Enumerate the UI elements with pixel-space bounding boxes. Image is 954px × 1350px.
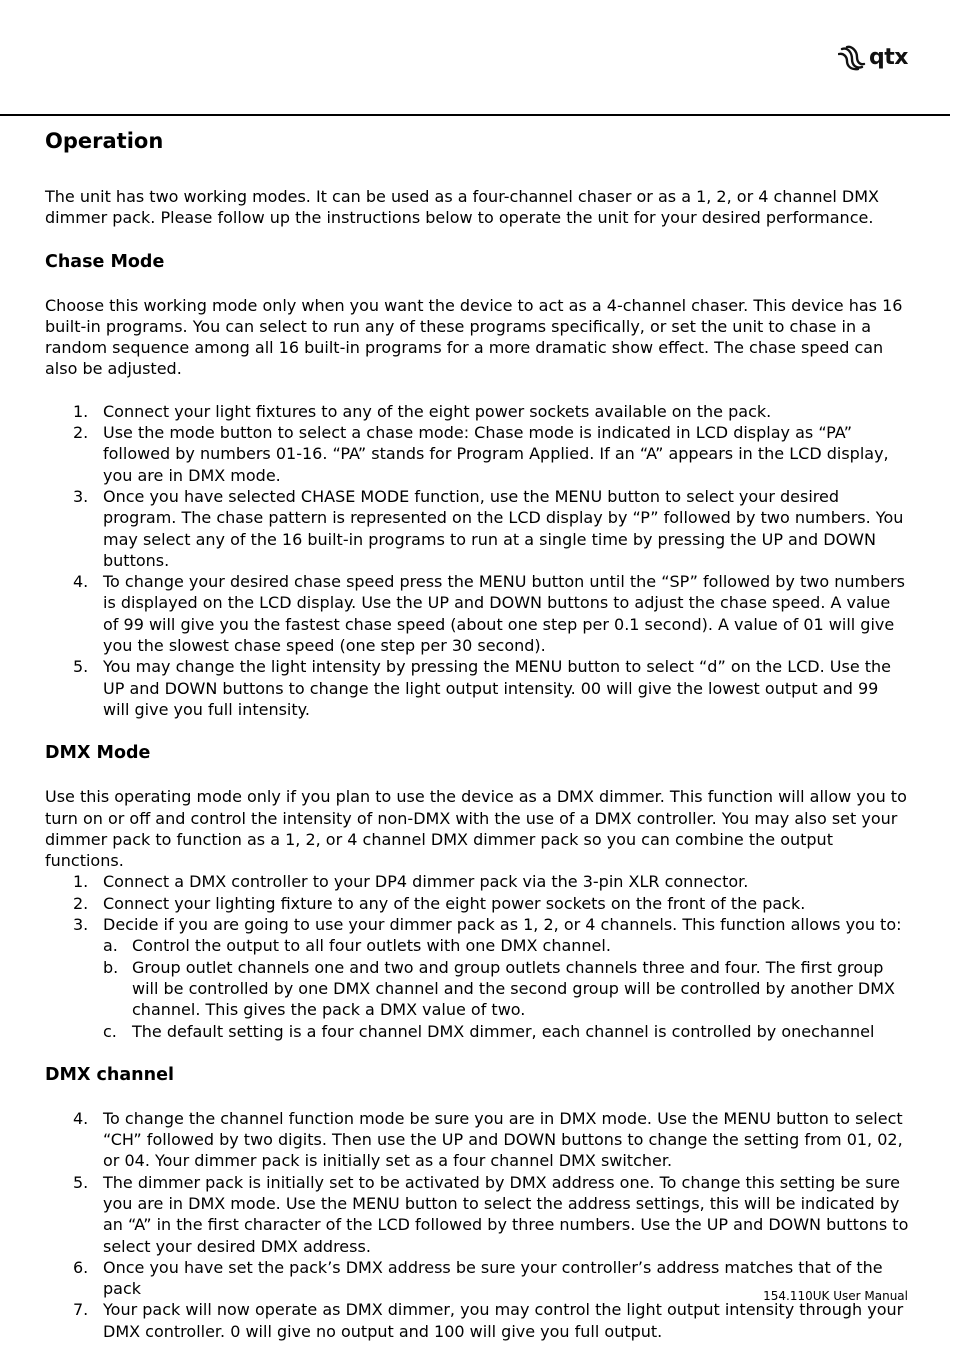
list-item [45, 1299, 909, 1342]
list-text: To change the channel function mode be sure you are in DMX mode. Use the MENU button to select “CH” followed by two digits. Then use the UP and DOWN buttons to change the setting from 01, 02, or 04. Your dimmer pack is initially set as a four channel DMX switcher. [103, 1108, 903, 1171]
sub-list-letter: c. [103, 1021, 117, 1041]
list-text: You may change the light intensity by pressing the MENU button to select “d” on the LCD. Use the UP and DOWN buttons to change the light output intensity. 00 will give the lowest output and 99 will give you full intensity. [103, 657, 892, 719]
dmx-channel-heading: DMX channel [45, 1064, 174, 1085]
list-number: 6. [73, 1257, 89, 1277]
sub-list-letter: b. [103, 957, 119, 977]
sub-list-text: Group outlet channels one and two and group outlets channels three and four. The first group will be controlled by one DMX channel and the second group will be controlled by another DMX channel. This gives the pack a DMX value of two. [132, 957, 895, 1020]
list-text: Connect your light fixtures to any of the eight power sockets available on the pack. [103, 401, 772, 421]
logo-text: qtx [869, 45, 908, 70]
list-number: 4. [73, 572, 89, 592]
list-text: Connect a DMX controller to your DP4 dimmer pack via the 3-pin XLR connector. [103, 872, 749, 892]
list-item [45, 871, 909, 892]
page-content [45, 126, 909, 1342]
operation-heading: Operation [45, 129, 164, 153]
sub-list-item [103, 935, 909, 956]
list-text: Your pack will now operate as DMX dimmer, you may control the light output intensity through your DMX controller. 0 will give no output and 100 will give you full output. [103, 1300, 904, 1341]
list-text: Once you have set the pack’s DMX address be sure your controller’s address matches that of the pack [103, 1257, 883, 1299]
list-item [45, 914, 909, 935]
list-number: 1. [73, 872, 89, 892]
list-number: 2. [73, 893, 89, 913]
list-item [45, 401, 909, 422]
dmx-mode-heading: DMX Mode [45, 743, 151, 764]
chase-mode-intro: Choose this working mode only when you want the device to act as a 4-channel chaser. This device has 16 built-in programs. You can select to run any of these programs specifically, or set the unit to chase in a random sequence among all 16 built-in programs for a more dramatic show effect. The chase speed can also be adjusted. [45, 295, 903, 379]
sub-list-text: Control the output to all four outlets with one DMX channel. [132, 936, 611, 956]
list-number: 4. [73, 1108, 89, 1128]
list-number: 5. [73, 1172, 89, 1192]
list-item [45, 571, 909, 656]
dmx-channel-steps [45, 1108, 909, 1342]
list-item [45, 422, 909, 486]
list-item [45, 893, 909, 914]
list-number: 2. [73, 423, 89, 443]
list-number: 3. [73, 486, 89, 506]
dmx-mode-sub-steps [45, 935, 909, 1041]
operation-intro: The unit has two working modes. It can be used as a four-channel chaser or as a 1, 2, or 4 channel DMX dimmer pack. Please follow up the instructions below to operate the unit for your desired performance. [45, 187, 879, 228]
chase-mode-steps [45, 401, 909, 720]
sub-list-item [103, 957, 909, 1021]
sub-list-item [103, 1021, 909, 1042]
sub-list-text: The default setting is a four channel DMX dimmer, each channel is controlled by onechannel [132, 1021, 875, 1041]
list-item [45, 1172, 909, 1257]
dmx-mode-steps [45, 871, 909, 935]
list-item [45, 1108, 909, 1172]
list-text: Decide if you are going to use your dimmer pack as 1, 2, or 4 channels. This function allows you to: [103, 915, 902, 935]
list-number: 5. [73, 657, 89, 677]
chase-mode-heading: Chase Mode [45, 251, 165, 272]
list-number: 7. [73, 1300, 89, 1320]
list-item [45, 656, 909, 720]
list-text: The dimmer pack is initially set to be activated by DMX address one. To change this setting be sure you are in DMX mode. Use the MENU button to select the address settings, this will be indicated by an “A” in the first character of the LCD followed by three numbers. Use the UP and DOWN buttons to select your desired DMX address. [103, 1172, 909, 1256]
list-number: 1. [73, 401, 89, 421]
list-item [45, 486, 909, 571]
qtx-logo-icon [838, 45, 866, 71]
list-number: 3. [73, 915, 89, 935]
list-text: Use the mode button to select a chase mode: Chase mode is indicated in LCD display as “PA” followed by numbers 01-16. “PA” stands for Program Applied. If an “A” appears in the LCD display, you are in DMX mode. [103, 423, 889, 485]
dmx-mode-intro: Use this operating mode only if you plan to use the device as a DMX dimmer. This function will allow you to turn on or off and control the intensity of non-DMX with the use of a DMX controller. You may also set your dimmer pack to function as a 1, 2, or 4 channel DMX dimmer pack so you can combine the output functions. [45, 787, 907, 871]
list-text: Connect your lighting fixture to any of the eight power sockets on the front of the pack. [103, 893, 806, 913]
header-divider [0, 114, 950, 116]
list-text: To change your desired chase speed press the MENU button until the “SP” followed by two numbers is displayed on the LCD display. Use the UP and DOWN buttons to adjust the chase speed. A value of 99 will give you the fastest chase speed (about one step per 0.1 second). A value of 01 will give you the slowest chase speed (one step per 30 second). [103, 572, 905, 656]
footer-manual-id: 154.110UK User Manual [763, 1289, 908, 1303]
brand-logo [838, 44, 908, 72]
sub-list-letter: a. [103, 936, 118, 956]
list-text: Once you have selected CHASE MODE function, use the MENU button to select your desired program. The chase pattern is represented on the LCD display by “P” followed by two numbers. You may select any of the 16 built-in programs to run at a single time by pressing the UP and DOWN buttons. [103, 486, 904, 570]
